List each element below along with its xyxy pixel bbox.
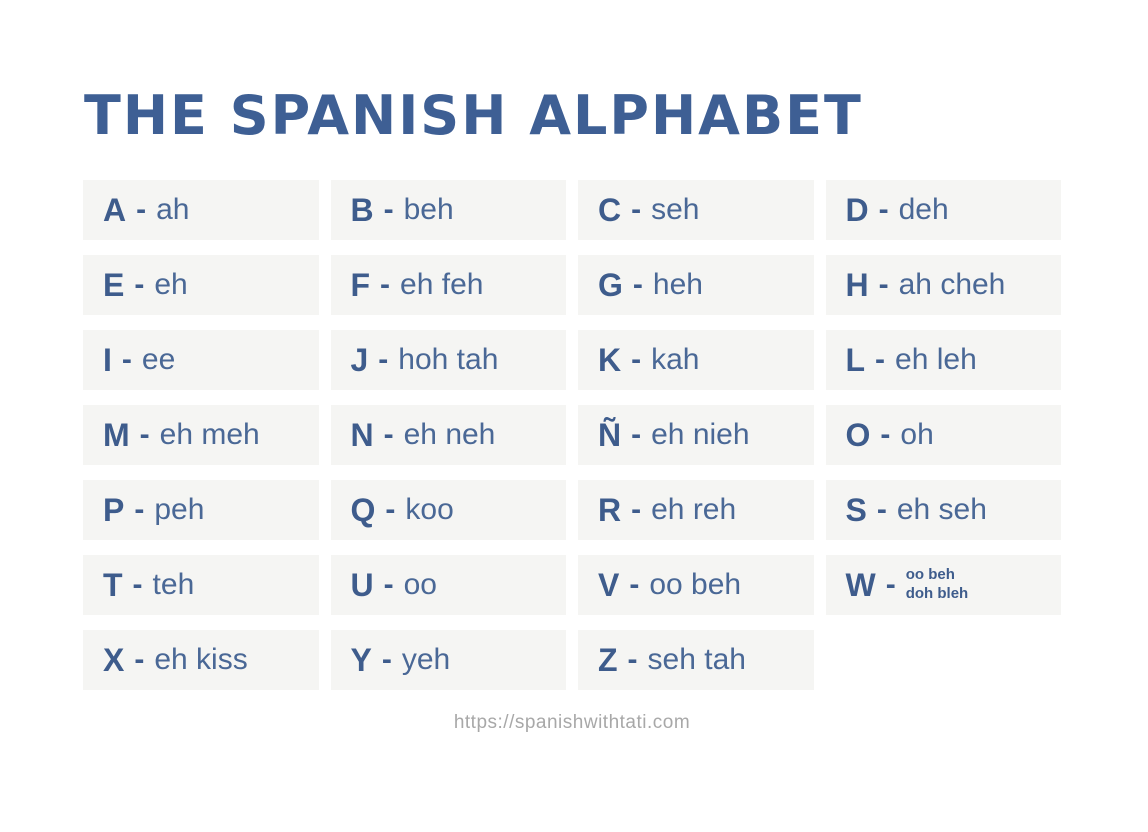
- pronunciation-line: doh bleh: [905, 585, 969, 602]
- cell-w: [826, 555, 1062, 615]
- footer-url: https://spanishwithtati.com: [453, 712, 691, 733]
- letter: X: [103, 641, 125, 678]
- letter-dash-separator: -: [885, 568, 896, 601]
- alphabet-grid: [83, 180, 1061, 690]
- letter-dash-separator: -: [139, 418, 150, 451]
- letter: D: [845, 191, 869, 228]
- letter-dash-separator: -: [627, 643, 638, 676]
- pronunciation: ah: [156, 193, 190, 226]
- letter-dash-separator: -: [878, 193, 889, 226]
- letter-dash-separator: -: [121, 343, 132, 376]
- cell-s: [826, 480, 1062, 540]
- pronunciation: eh feh: [400, 268, 484, 301]
- letter: B: [350, 191, 374, 228]
- cell-h: [826, 255, 1062, 315]
- pronunciation: eh nieh: [651, 418, 750, 451]
- letter: U: [350, 566, 374, 603]
- letter-dash-separator: -: [383, 193, 394, 226]
- cell-o: [826, 405, 1062, 465]
- cell-l: [826, 330, 1062, 390]
- pronunciation: eh meh: [159, 418, 260, 451]
- cell-f: [331, 255, 567, 315]
- letter: L: [845, 341, 866, 378]
- pronunciation: koo: [405, 493, 454, 526]
- cell-enye: [578, 405, 814, 465]
- cell-y: [331, 630, 567, 690]
- letter: Q: [350, 491, 376, 528]
- cell-r: [578, 480, 814, 540]
- letter-dash-separator: -: [631, 493, 642, 526]
- pronunciation: oo beh: [649, 568, 742, 601]
- letter-dash-separator: -: [378, 343, 389, 376]
- cell-m: [83, 405, 319, 465]
- pronunciation: ee: [141, 343, 176, 376]
- letter: Y: [350, 641, 372, 678]
- letter: W: [845, 566, 876, 603]
- cell-u: [331, 555, 567, 615]
- cell-e: [83, 255, 319, 315]
- letter-dash-separator: -: [383, 568, 394, 601]
- cell-i: [83, 330, 319, 390]
- letter: J: [350, 341, 369, 378]
- cell-v: [578, 555, 814, 615]
- letter-dash-separator: -: [380, 268, 391, 301]
- letter: N: [350, 416, 374, 453]
- letter: H: [845, 266, 869, 303]
- pronunciation: kah: [651, 343, 700, 376]
- cell-q: [331, 480, 567, 540]
- pronunciation: hoh tah: [398, 343, 499, 376]
- pronunciation: eh leh: [895, 343, 977, 376]
- letter-dash-separator: -: [875, 343, 886, 376]
- letter-dash-separator: -: [385, 493, 396, 526]
- cell-b: [331, 180, 567, 240]
- pronunciation: oo: [403, 568, 437, 601]
- letter: P: [103, 491, 125, 528]
- letter-dash-separator: -: [631, 193, 642, 226]
- pronunciation: eh seh: [896, 493, 987, 526]
- pronunciation: seh tah: [647, 643, 746, 676]
- letter-dash-separator: -: [876, 493, 887, 526]
- letter: E: [103, 266, 125, 303]
- pronunciation: peh: [154, 493, 205, 526]
- letter-dash-separator: -: [383, 418, 394, 451]
- cell-t: [83, 555, 319, 615]
- letter-dash-separator: -: [880, 418, 891, 451]
- pronunciation: deh: [898, 193, 949, 226]
- letter-dash-separator: -: [132, 568, 143, 601]
- cell-z: [578, 630, 814, 690]
- page-title: THE SPANISH ALPHABET: [84, 84, 863, 147]
- letter: F: [350, 266, 371, 303]
- letter: C: [598, 191, 622, 228]
- letter: Z: [598, 641, 618, 678]
- pronunciation: heh: [652, 268, 703, 301]
- cell-d: [826, 180, 1062, 240]
- pronunciation: eh reh: [651, 493, 737, 526]
- letter: I: [103, 341, 112, 378]
- cell-x: [83, 630, 319, 690]
- letter: A: [103, 191, 127, 228]
- letter-dash-separator: -: [134, 493, 145, 526]
- pronunciation: seh: [651, 193, 700, 226]
- pronunciation: eh neh: [403, 418, 496, 451]
- letter: G: [598, 266, 623, 303]
- cell-n: [331, 405, 567, 465]
- letter-dash-separator: -: [134, 643, 145, 676]
- pronunciation-line: oo beh: [905, 566, 955, 584]
- letter: M: [103, 416, 130, 453]
- pronunciation: [906, 566, 969, 604]
- cell-j: [331, 330, 567, 390]
- pronunciation: eh: [154, 268, 188, 301]
- cell-k: [578, 330, 814, 390]
- letter-dash-separator: -: [134, 268, 145, 301]
- letter: K: [598, 341, 622, 378]
- letter: R: [598, 491, 622, 528]
- pronunciation: oh: [900, 418, 934, 451]
- letter-dash-separator: -: [878, 268, 889, 301]
- letter: S: [845, 491, 867, 528]
- cell-a: [83, 180, 319, 240]
- cell-p: [83, 480, 319, 540]
- cell-c: [578, 180, 814, 240]
- letter-dash-separator: -: [632, 268, 643, 301]
- letter: V: [598, 566, 620, 603]
- letter: T: [103, 566, 123, 603]
- letter-dash-separator: -: [136, 193, 147, 226]
- pronunciation: eh kiss: [154, 643, 248, 676]
- letter-dash-separator: -: [631, 418, 642, 451]
- letter-dash-separator: -: [629, 568, 640, 601]
- pronunciation: beh: [403, 193, 454, 226]
- letter: O: [845, 416, 871, 453]
- letter: Ñ: [598, 416, 622, 453]
- pronunciation: teh: [152, 568, 195, 601]
- letter-dash-separator: -: [631, 343, 642, 376]
- letter-dash-separator: -: [381, 643, 392, 676]
- pronunciation: ah cheh: [898, 268, 1006, 301]
- cell-g: [578, 255, 814, 315]
- pronunciation: yeh: [401, 643, 451, 676]
